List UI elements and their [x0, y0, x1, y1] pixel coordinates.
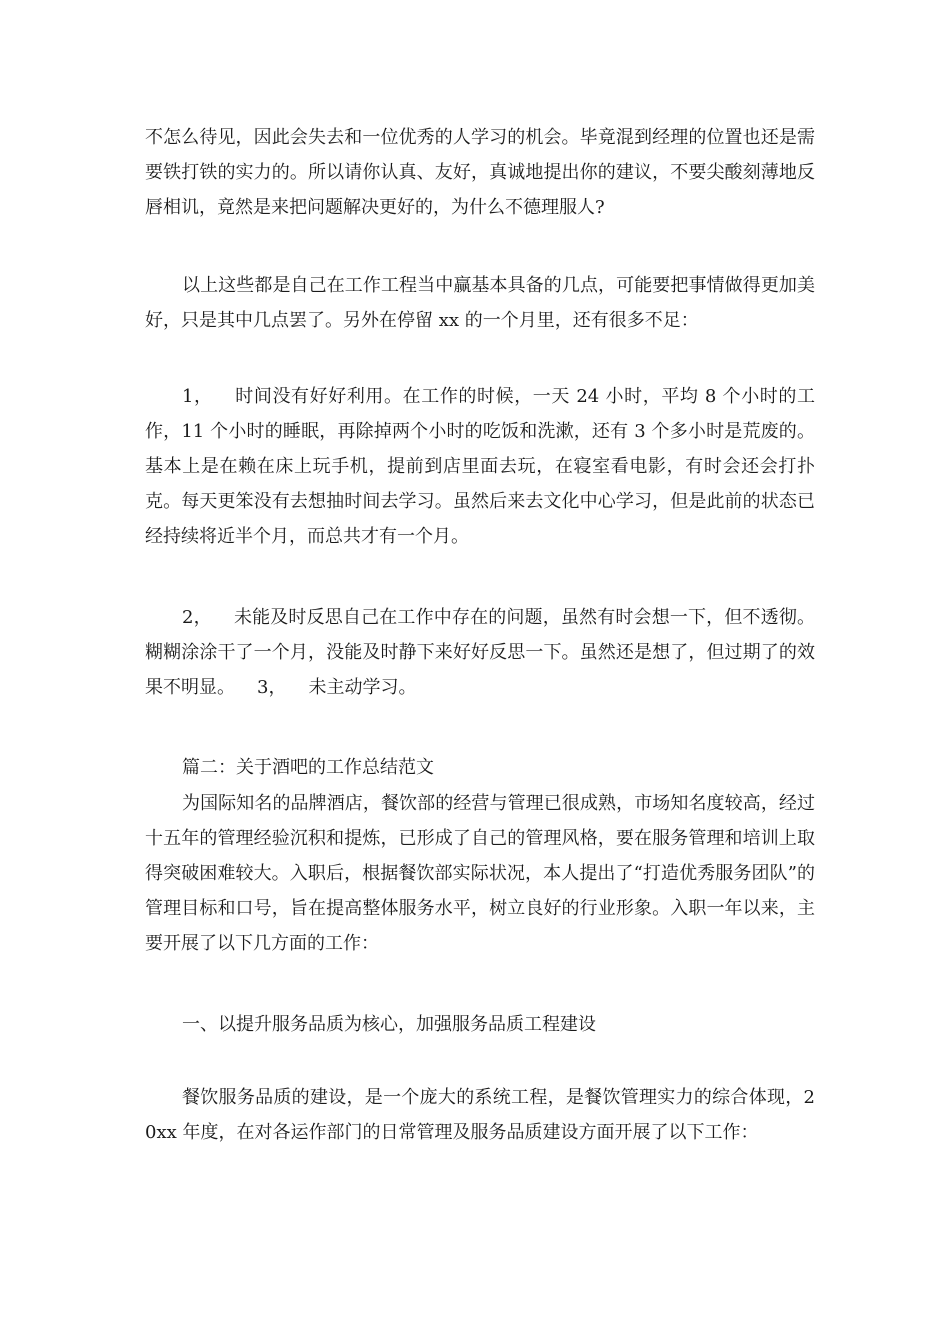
list-text-2: 未能及时反思自己在工作中存在的问题，虽然有时会想一下，但不透彻。糊糊涂涂干了一个月，没能及时静下来好好反思一下。虽然还是想了，但过期了的效果不明显。: [145, 607, 815, 698]
subheading-service-quality: 一、以提升服务品质为核心，加强服务品质工程建设: [182, 1014, 596, 1035]
section-heading-2: 篇二：关于酒吧的工作总结范文: [182, 757, 434, 778]
list-number-1: 1，: [182, 386, 213, 407]
list-item-1: [145, 379, 815, 554]
paragraph-intro: 为国际知名的品牌酒店，餐饮部的经营与管理已很成熟，市场知名度较高，经过十五年的管理经验沉积和提炼，已形成了自己的管理风格，要在服务管理和培训上取得突破困难较大。入职后，根据餐饮部实际状况，本人提出了“打造优秀服务团队”的管理目标和口号，旨在提高整体服务水平，树立良好的行业形象。入职一年以来，主要开展了以下几方面的工作：: [145, 793, 815, 954]
list-text-1: 时间没有好好利用。在工作的时候，一天 24 小时，平均 8 个小时的工作，11 个小时的睡眠，再除掉两个小时的吃饭和洗漱，还有 3 个多小时是荒废的。基本上是在赖在床上玩手机，提前到店里面去玩，在寝室看电影，有时会还会打扑克。每天更笨没有去想抽时间去学习。虽然后来去文化中心学习，但是此前的状态已经持续将近半个月，而总共才有一个月。: [145, 386, 815, 547]
paragraph-service-quality: 餐饮服务品质的建设，是一个庞大的系统工程，是餐饮管理实力的综合体现，20xx 年度，在对各运作部门的日常管理及服务品质建设方面开展了以下工作：: [145, 1087, 815, 1143]
list-number-2: 2，: [182, 607, 212, 628]
list-text-3: 未主动学习。: [308, 677, 417, 698]
paragraph-summary: 以上这些都是自己在工作工程当中赢基本具备的几点，可能要把事情做得更加美好，只是其中几点罢了。另外在停留 xx 的一个月里，还有很多不足：: [145, 275, 815, 331]
list-number-3: 3，: [257, 677, 287, 698]
list-item-2: [145, 600, 815, 705]
paragraph-continuation: 不怎么待见，因此会失去和一位优秀的人学习的机会。毕竟混到经理的位置也还是需要铁打铁的实力的。所以请你认真、友好，真诚地提出你的建议，不要尖酸刻薄地反唇相讥，竟然是来把问题解决更好的，为什么不德理服人?: [145, 127, 815, 218]
